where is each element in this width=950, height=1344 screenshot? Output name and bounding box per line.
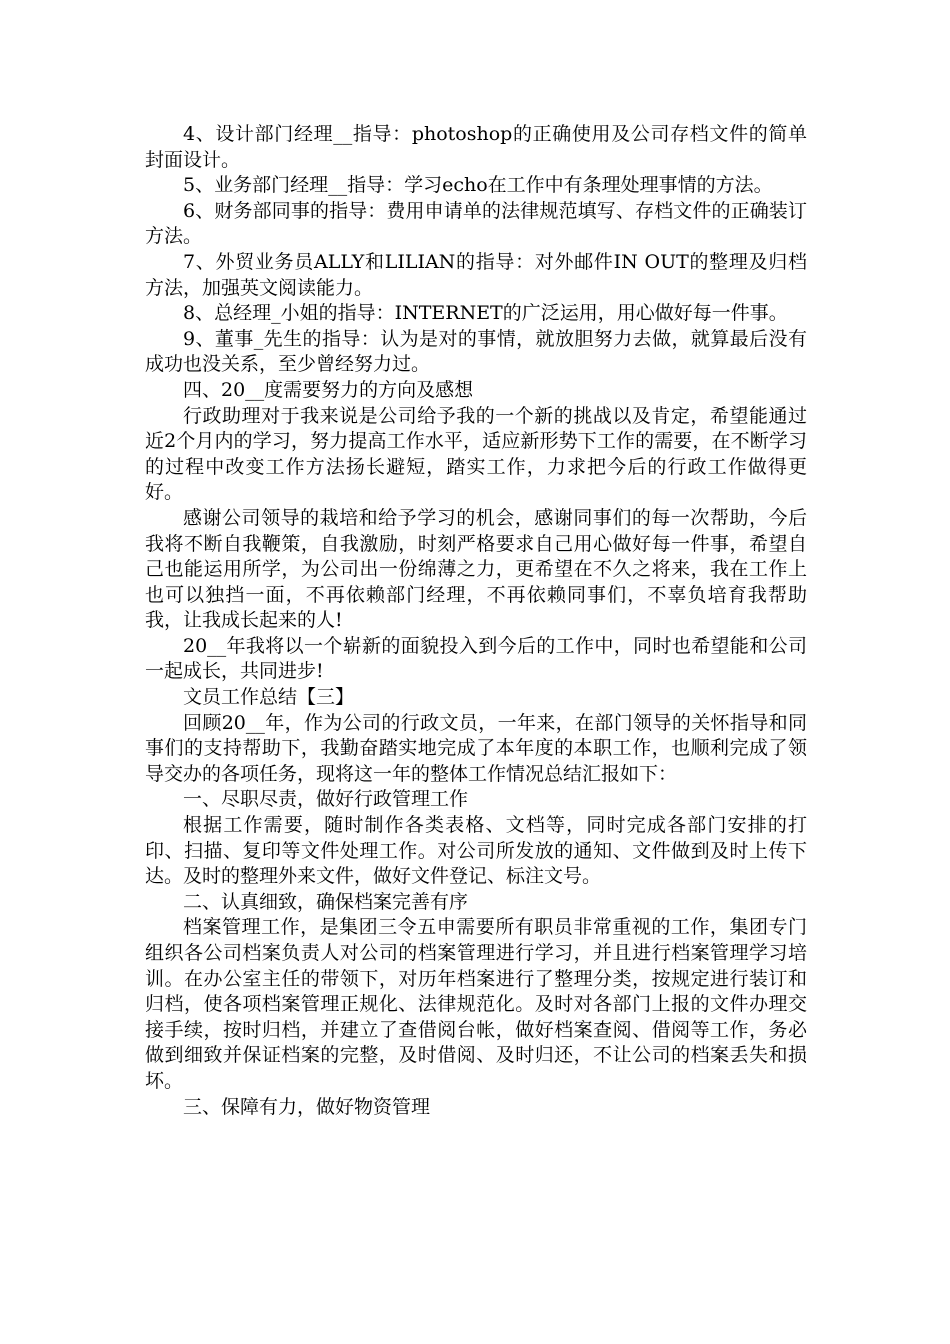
paragraph-item-9: 9、董事_先生的指导：认为是对的事情，就放胆努力去做，就算最后没有成功也没关系，至少曾经努力过。 xyxy=(145,327,807,376)
paragraph-thanks: 感谢公司领导的栽培和给予学习的机会，感谢同事们的每一次帮助，今后我将不断自我鞭策，自我激励，时刻严格要求自己用心做好每一件事，希望自己也能运用所学，为公司出一份绵薄之力，更希望在不久之将来，我在工作上也可以独挡一面，不再依赖部门经理，不再依赖同事们，不辜负培育我帮助我，让我成长起来的人! xyxy=(145,506,807,632)
paragraph-next-year: 20__年我将以一个崭新的面貌投入到今后的工作中，同时也希望能和公司一起成长，共同进步! xyxy=(145,634,807,683)
section-heading-one: 一、尽职尽责，做好行政管理工作 xyxy=(183,788,469,811)
paragraph-archives: 档案管理工作，是集团三令五申需要所有职员非常重视的工作，集团专门组织各公司档案负责人对公司的档案管理进行学习，并且进行档案管理学习培训。在办公室主任的带领下，对历年档案进行了整理分类，按规定进行装订和归档，使各项档案管理正规化、法律规范化。及时对各部门上报的文件办理交接手续，按时归档，并建立了查借阅台帐，做好档案查阅、借阅等工作，务必做到细致并保证档案的完整，及时借阅、及时归还，不让公司的档案丢失和损坏。 xyxy=(145,916,807,1092)
section-heading-four: 四、20__度需要努力的方向及感想 xyxy=(183,378,474,401)
paragraph-item-7: 7、外贸业务员ALLY和LILIAN的指导：对外邮件IN OUT的整理及归档方法，加强英文阅读能力。 xyxy=(145,250,807,299)
paragraph-review: 回顾20__年，作为公司的行政文员，一年来，在部门领导的关怀指导和同事们的支持帮助下，我勤奋踏实地完成了本年度的本职工作，也顺利完成了领导交办的各项任务，现将这一年的整体工作情况总结汇报如下： xyxy=(145,711,807,785)
article-title-three: 文员工作总结【三】 xyxy=(183,686,355,709)
paragraph-item-6: 6、财务部同事的指导：费用申请单的法律规范填写、存档文件的正确装订方法。 xyxy=(145,199,807,248)
paragraph-item-5: 5、业务部门经理__指导：学习echo在工作中有条理处理事情的方法。 xyxy=(183,174,773,197)
paragraph-item-8: 8、总经理_小姐的指导：INTERNET的广泛运用，用心做好每一件事。 xyxy=(183,302,788,325)
paragraph-admin-assistant: 行政助理对于我来说是公司给予我的一个新的挑战以及肯定，希望能通过近2个月内的学习，努力提高工作水平，适应新形势下工作的需要，在不断学习的过程中改变工作方法扬长避短，踏实工作，力求把今后的行政工作做得更好。 xyxy=(145,404,807,504)
document-page xyxy=(145,122,807,1120)
paragraph-item-4: 4、设计部门经理__指导：photoshop的正确使用及公司存档文件的简单封面设计。 xyxy=(145,123,807,171)
section-heading-three: 三、保障有力，做好物资管理 xyxy=(183,1095,431,1118)
section-heading-two: 二、认真细致，确保档案完善有序 xyxy=(183,890,469,913)
paragraph-admin-work: 根据工作需要，随时制作各类表格、文档等，同时完成各部门安排的打印、扫描、复印等文件处理工作。对公司所发放的通知、文件做到及时上传下达。及时的整理外来文件，做好文件登记、标注文号。 xyxy=(145,814,807,888)
